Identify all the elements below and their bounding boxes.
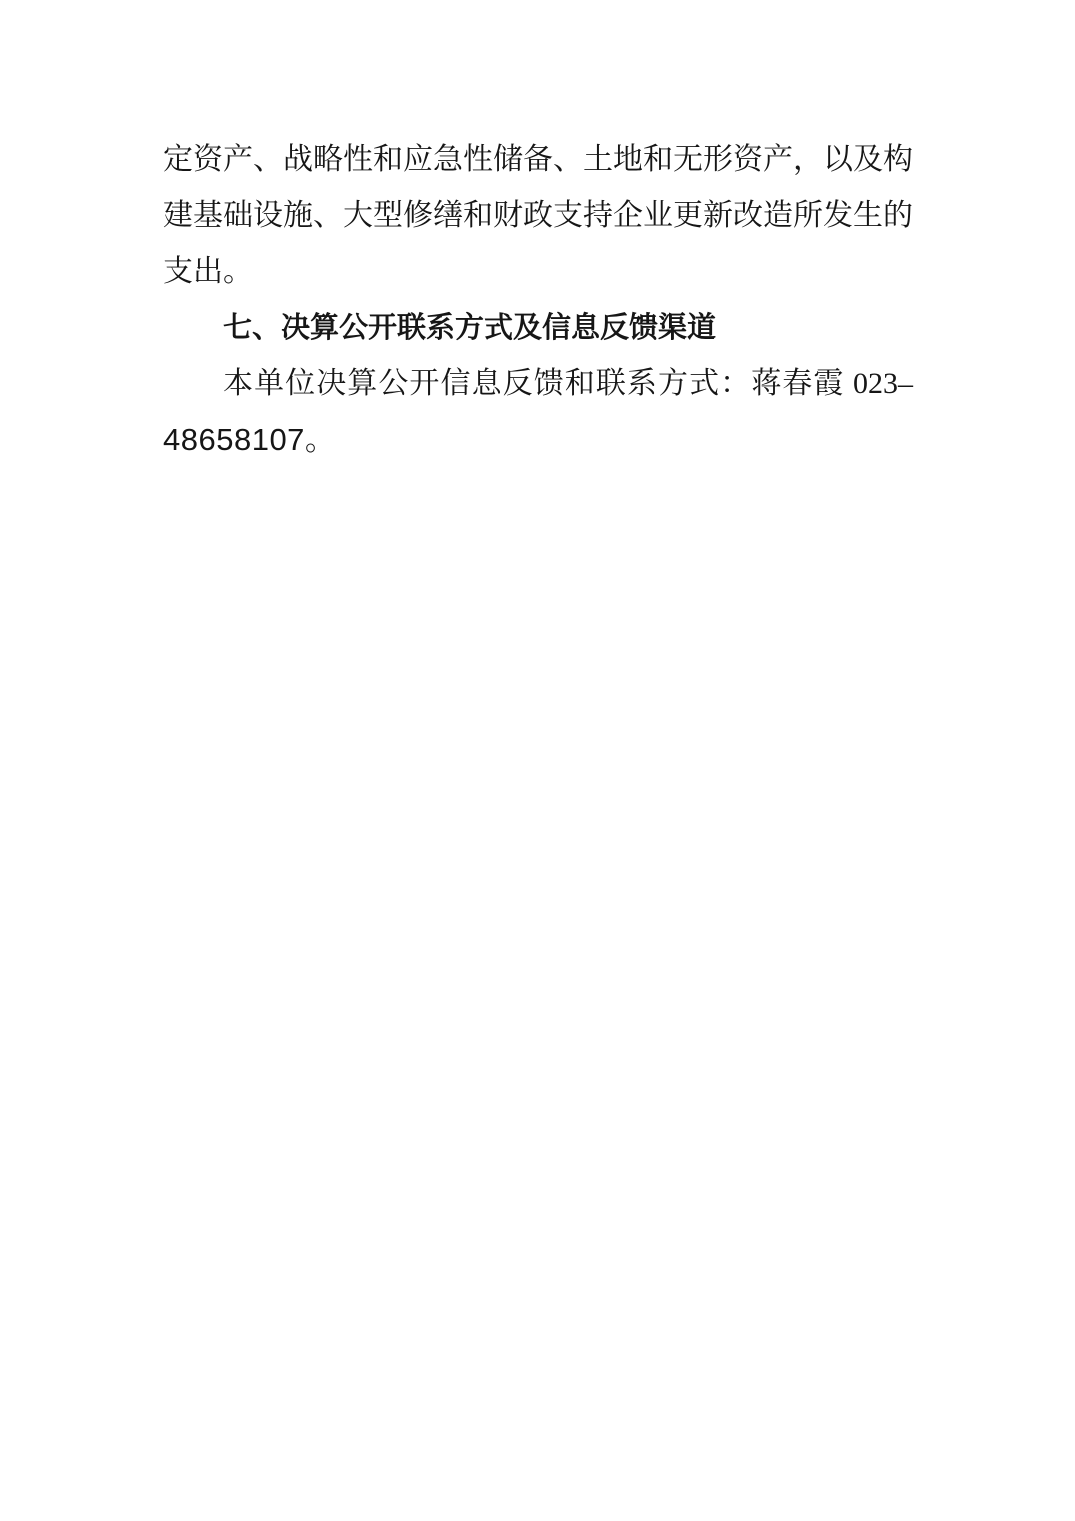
body-paragraph-line-2: 建基础设施、大型修缮和财政支持企业更新改造所发生的 <box>163 199 913 232</box>
contact-paragraph-line-2-phone: 48658107。 <box>163 422 337 457</box>
section-heading: 七、决算公开联系方式及信息反馈渠道 <box>223 312 717 344</box>
body-paragraph-line-1: 定资产、战略性和应急性储备、土地和无形资产，以及构 <box>163 143 913 176</box>
document-body <box>163 132 913 468</box>
contact-paragraph-line-1: 本单位决算公开信息反馈和联系方式：蒋春霞 023– <box>223 367 913 400</box>
body-paragraph-line-3: 支出。 <box>163 255 253 288</box>
